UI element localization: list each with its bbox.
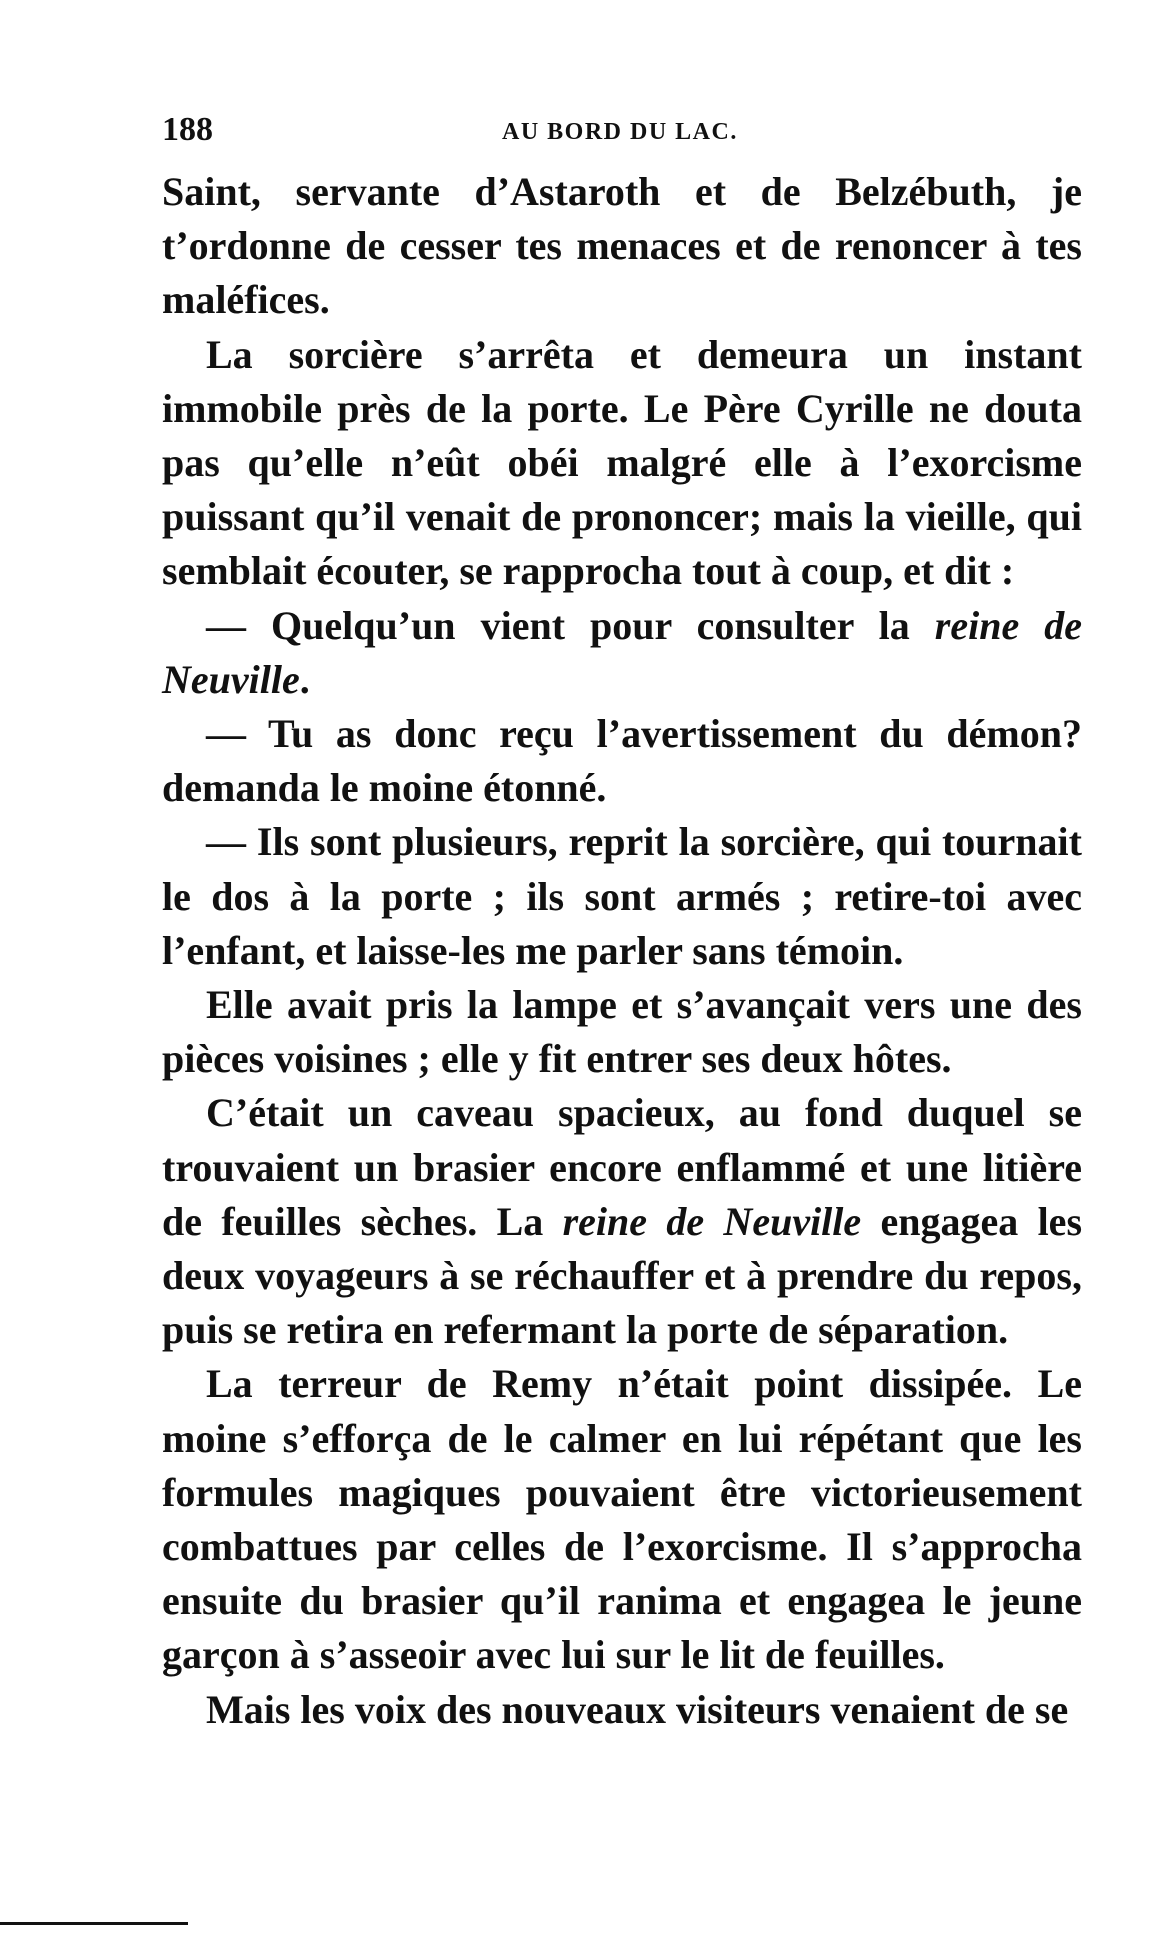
paragraph: Saint, servante d’Astaroth et de Belzébuth, je t’ordonne de cesser tes menaces et de renoncer à tes maléfices. (162, 169, 1082, 323)
paragraph: — Ils sont plusieurs, reprit la sorcière, qui tournait le dos à la porte ; ils sont armés ; retire-toi avec l’enfant, et laisse-les me parler sans témoin. (162, 819, 1082, 973)
paragraph: Elle avait pris la lampe et s’avançait vers une des pièces voisines ; elle y fit entrer ses deux hôtes. (162, 982, 1082, 1082)
paragraph: — Tu as donc reçu l’avertissement du démon? demanda le moine étonné. (162, 711, 1082, 811)
body-text (162, 165, 1082, 1737)
paragraph: La sorcière s’arrêta et demeura un instant immobile près de la porte. Le Père Cyrille ne douta pas qu’elle n’eût obéi malgré elle à l’exorcisme puissant qu’il venait de prononcer; mais la vieille, qui semblait écouter, se rapprocha tout à coup, et dit : (162, 331, 1082, 594)
paragraph: Mais les voix des nouveaux visiteurs venaient de se (206, 1686, 1069, 1732)
paragraph: — Quelqu’un vient pour consulter la reine de Neuville. (162, 602, 1082, 702)
page-header (162, 108, 1057, 152)
page-number: 188 (162, 111, 213, 148)
italic-title: reine de Neuville (162, 602, 1082, 702)
paragraph: La terreur de Remy n’était point dissipée. Le moine s’efforça de le calmer en lui répétant que les formules magiques pouvaient être victorieusement combattues par celles de l’exorcisme. Il s’approcha ensuite du brasier qu’il ranima et engagea le jeune garçon à s’asseoir avec lui sur le lit de feuilles. (162, 1361, 1082, 1678)
paragraph: C’était un caveau spacieux, au fond duquel se trouvaient un brasier encore enflammé et une litière de feuilles sèches. La reine de Neuville engagea les deux voyageurs à se réchauffer et à prendre du repos, puis se retira en refermant la porte de séparation. (162, 1090, 1083, 1353)
italic-title: reine de Neuville (562, 1198, 862, 1244)
running-title: AU BORD DU LAC. (502, 119, 738, 145)
footer-rule (0, 1922, 188, 1925)
